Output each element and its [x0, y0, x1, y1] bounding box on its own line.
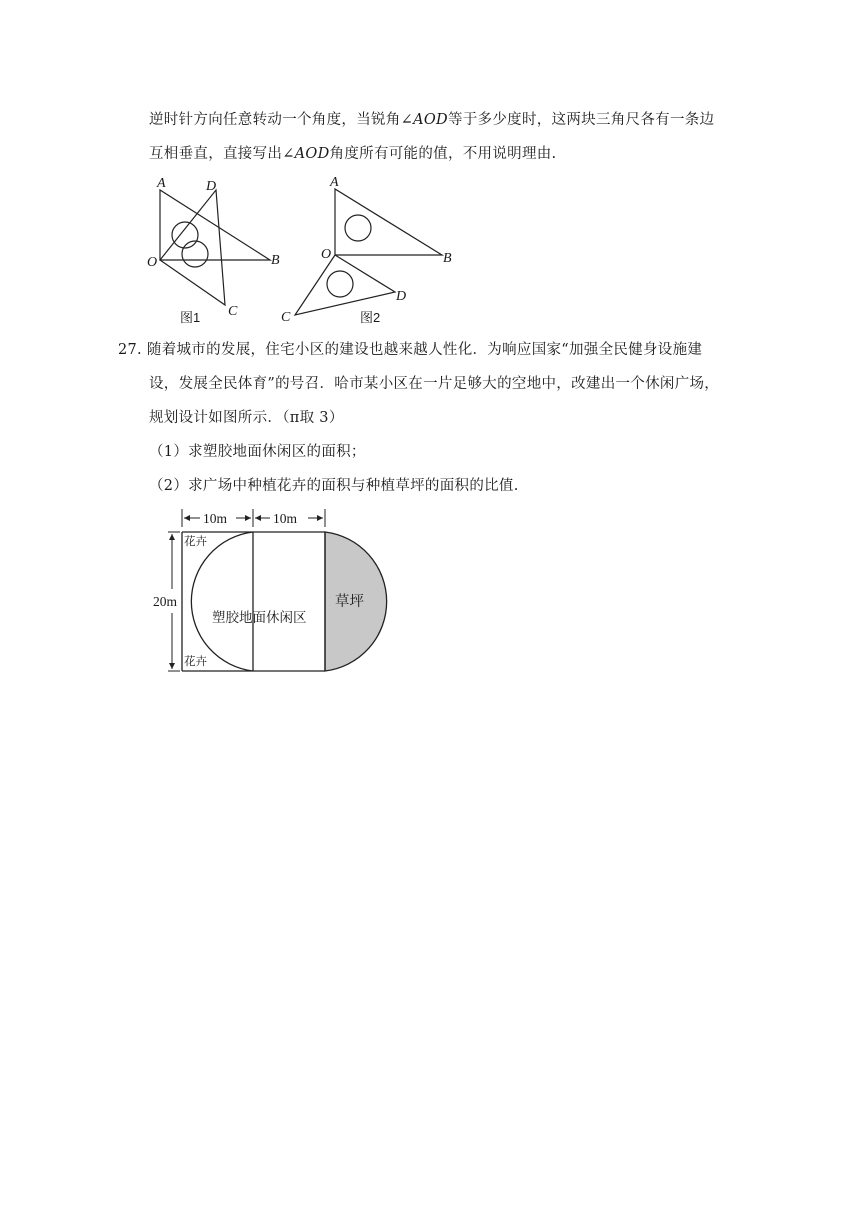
- arrow-icon: [184, 515, 190, 521]
- fig2-label-b: B: [443, 251, 452, 266]
- fig1-label-b: B: [271, 253, 280, 268]
- arrow-icon: [169, 534, 175, 540]
- figure-1: [140, 170, 300, 330]
- q27-line2: 设，发展全民体育”的号召．哈市某小区在一片足够大的空地中，改建出一个休闲广场，: [149, 376, 720, 392]
- fig1-label-a: A: [157, 176, 166, 191]
- fig2-caption: 图2: [360, 310, 381, 325]
- plastic-zone-label: 塑胶地面休闲区: [212, 610, 307, 626]
- circle-hole-2: [327, 271, 353, 297]
- question-number: 27.: [118, 342, 142, 358]
- circle-hole-2: [182, 241, 208, 267]
- dim-label-top-right: 10m: [273, 511, 298, 526]
- fig1-label-o: O: [147, 255, 158, 270]
- triangle-aob: [335, 189, 442, 255]
- arrow-icon: [317, 515, 323, 521]
- q27-sub1: （1）求塑胶地面休闲区的面积；: [149, 444, 366, 460]
- q26-line1-pre: 逆时针方向任意转动一个角度，当锐角∠: [149, 112, 414, 128]
- flower-label-top: 花卉: [184, 534, 207, 548]
- q26-text-line2: [149, 144, 556, 164]
- q26-line1-var: AOD: [413, 112, 448, 128]
- figure-2: [280, 170, 470, 330]
- arrow-icon: [245, 515, 251, 521]
- fig2-label-d: D: [396, 289, 407, 304]
- triangle-odc: [160, 190, 225, 305]
- plaza-figure: [150, 505, 400, 675]
- dim-label-top-left: 10m: [203, 511, 228, 526]
- circle-hole-1: [172, 222, 198, 248]
- q27-line1: [118, 340, 702, 360]
- lawn-label: 草坪: [335, 594, 364, 610]
- arrow-icon: [255, 515, 261, 521]
- arrow-icon: [169, 663, 175, 669]
- q27-sub2: （2）求广场中种植花卉的面积与种植草坪的面积的比值.: [149, 478, 519, 494]
- q26-line2-post: 角度所有可能的值，不用说明理由.: [329, 146, 557, 162]
- fig1-label-c: C: [228, 304, 238, 319]
- q26-text-line1: [149, 110, 714, 130]
- q27-line3: 规划设计如图所示．（π取 3）: [149, 410, 344, 426]
- circle-hole-1: [345, 215, 371, 241]
- q26-line2-var: AOD: [294, 146, 330, 162]
- plastic-zone-semicircle: [191, 532, 253, 671]
- q27-text-line1: 随着城市的发展，住宅小区的建设也越来越人性化．为响应国家“加强全民健身设施建: [146, 342, 703, 358]
- fig1-label-d: D: [206, 179, 217, 194]
- dim-label-height: 20m: [153, 594, 178, 609]
- fig2-label-o: O: [321, 247, 332, 262]
- flower-label-bottom: 花卉: [184, 654, 207, 668]
- fig2-label-c: C: [281, 310, 291, 325]
- q26-line2-pre: 互相垂直，直接写出∠: [149, 146, 295, 162]
- fig2-label-a: A: [330, 175, 339, 190]
- triangle-ocd: [295, 255, 395, 315]
- q26-line1-post: 等于多少度时，这两块三角尺各有一条边: [447, 112, 715, 128]
- fig1-caption: 图1: [180, 310, 201, 325]
